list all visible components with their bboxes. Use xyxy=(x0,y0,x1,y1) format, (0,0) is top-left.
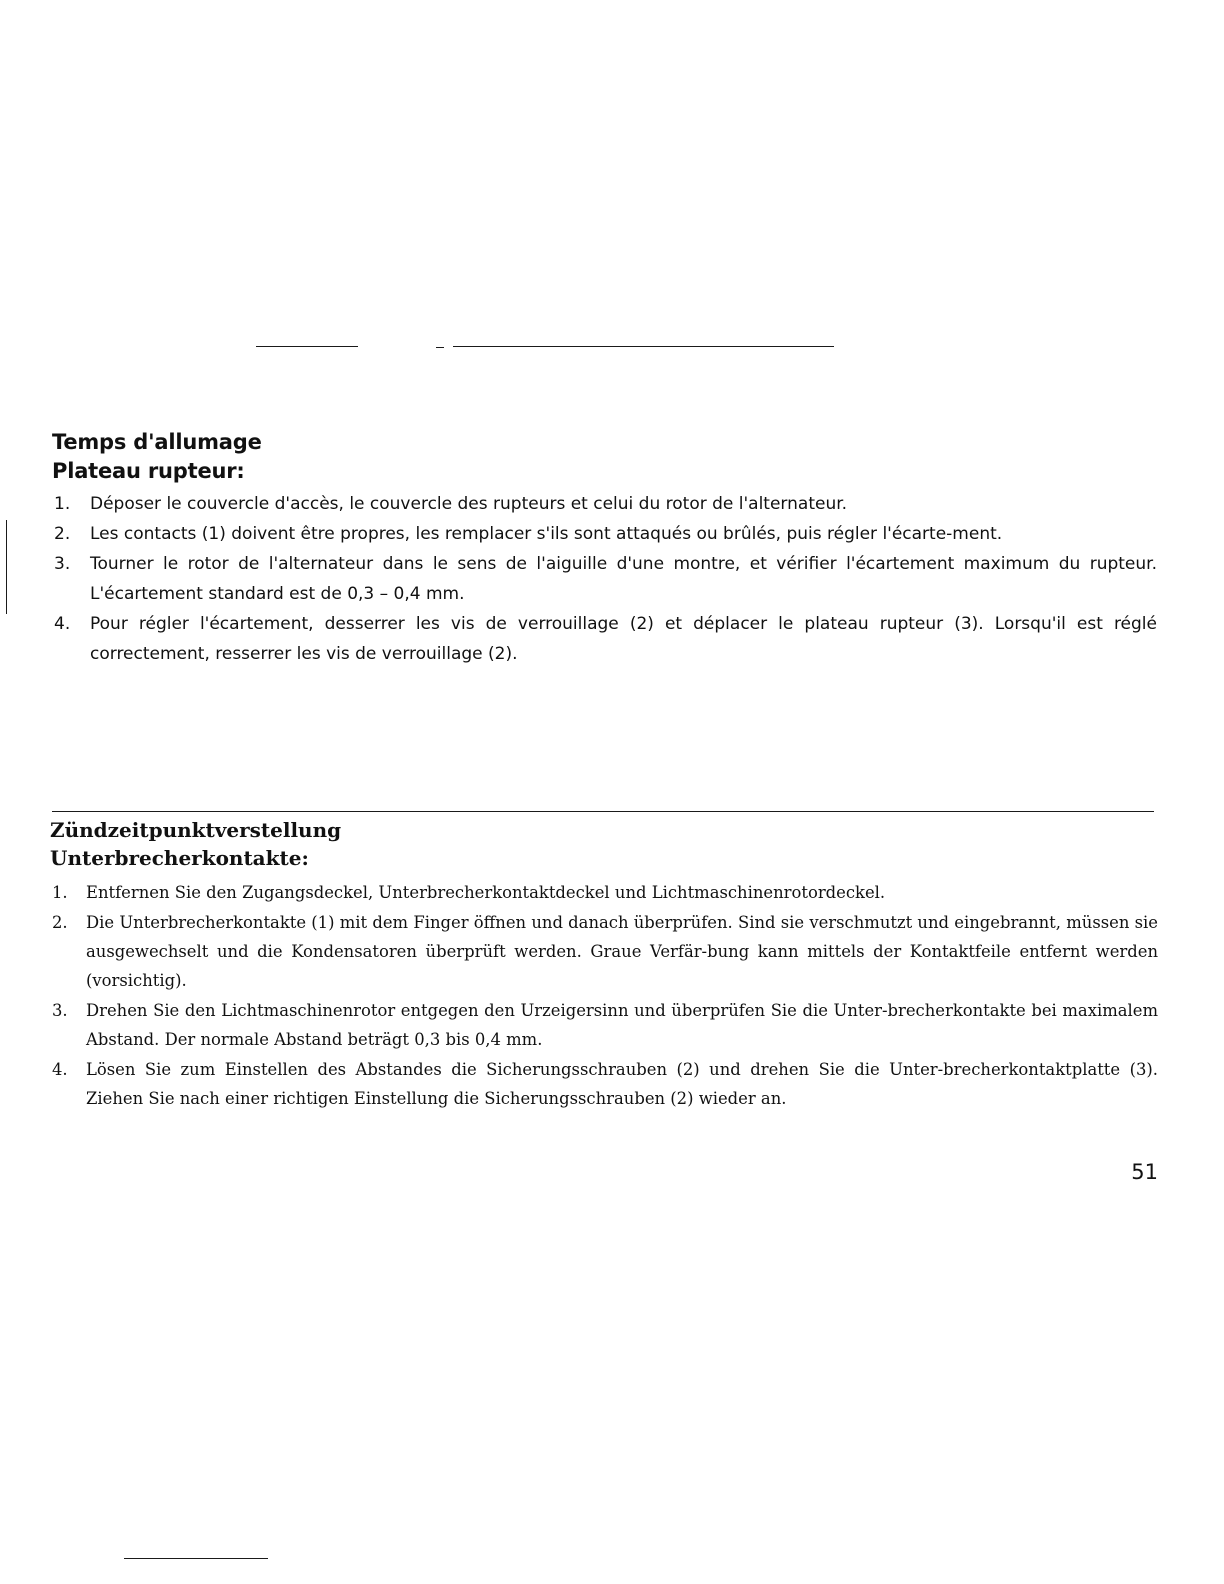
step-text: Lösen Sie zum Einstellen des Abstandes die Sicherungsschrauben (2) und drehen Sie die Unter-brecherkontaktplatte (3). Ziehen Sie nach einer richtigen Einstellung die Sicherungsschrauben (2) wieder an. xyxy=(86,1060,1158,1108)
step-number: 1. xyxy=(54,494,71,514)
french-steps xyxy=(52,489,1157,669)
step-text: Les contacts (1) doivent être propres, les remplacer s'ils sont attaqués ou brûlés, puis régler l'écarte-ment. xyxy=(90,524,1003,544)
german-heading: Zündzeitpunktverstellung xyxy=(50,818,342,842)
top-rule-long xyxy=(453,346,834,347)
german-step xyxy=(50,908,1158,995)
margin-mark xyxy=(6,520,7,608)
section-divider xyxy=(52,811,1154,812)
top-rule-dash xyxy=(436,347,444,348)
french-step xyxy=(52,519,1157,549)
french-section xyxy=(52,428,1157,669)
french-heading: Temps d'allumage xyxy=(52,430,262,454)
page-number: 51 xyxy=(1131,1160,1158,1184)
step-number: 3. xyxy=(54,554,71,574)
french-step xyxy=(52,549,1157,609)
step-number: 2. xyxy=(52,913,68,932)
margin-mark-small xyxy=(6,604,7,614)
step-text: Entfernen Sie den Zugangsdeckel, Unterbrecherkontaktdeckel und Lichtmaschinenrotordeckel. xyxy=(86,883,886,902)
step-text: Tourner le rotor de l'alternateur dans le sens de l'aiguille d'une montre, et vérifier l'écartement maximum du rupteur. L'écartement standard est de 0,3 – 0,4 mm. xyxy=(90,554,1157,604)
french-subheading: Plateau rupteur: xyxy=(52,459,245,483)
bottom-rule xyxy=(124,1558,268,1559)
step-number: 1. xyxy=(52,883,68,902)
step-number: 4. xyxy=(52,1060,68,1079)
step-number: 2. xyxy=(54,524,71,544)
german-step xyxy=(50,878,1158,907)
french-step xyxy=(52,609,1157,669)
step-text: Déposer le couvercle d'accès, le couvercle des rupteurs et celui du rotor de l'alternateur. xyxy=(90,494,848,514)
german-step xyxy=(50,1055,1158,1113)
step-text: Drehen Sie den Lichtmaschinenrotor entgegen den Urzeigersinn und überprüfen Sie die Unter-brecherkontakte bei maximalem Abstand. Der normale Abstand beträgt 0,3 bis 0,4 mm. xyxy=(86,1001,1158,1049)
german-step xyxy=(50,996,1158,1054)
german-subheading: Unterbrecherkontakte: xyxy=(50,846,309,870)
german-section xyxy=(50,816,1158,1114)
french-step xyxy=(52,489,1157,519)
step-text: Die Unterbrecherkontakte (1) mit dem Finger öffnen und danach überprüfen. Sind sie verschmutzt und eingebrannt, müssen sie ausgewechselt und die Kondensatoren überprüft werden. Graue Verfär-bung kann mittels der Kontaktfeile entfernt werden (vorsichtig). xyxy=(86,913,1158,990)
german-steps xyxy=(50,878,1158,1113)
step-text: Pour régler l'écartement, desserrer les vis de verrouillage (2) et déplacer le plateau rupteur (3). Lorsqu'il est réglé correctement, resserrer les vis de verrouillage (2). xyxy=(90,614,1157,664)
step-number: 4. xyxy=(54,614,71,634)
top-rule-short xyxy=(256,346,358,347)
step-number: 3. xyxy=(52,1001,68,1020)
